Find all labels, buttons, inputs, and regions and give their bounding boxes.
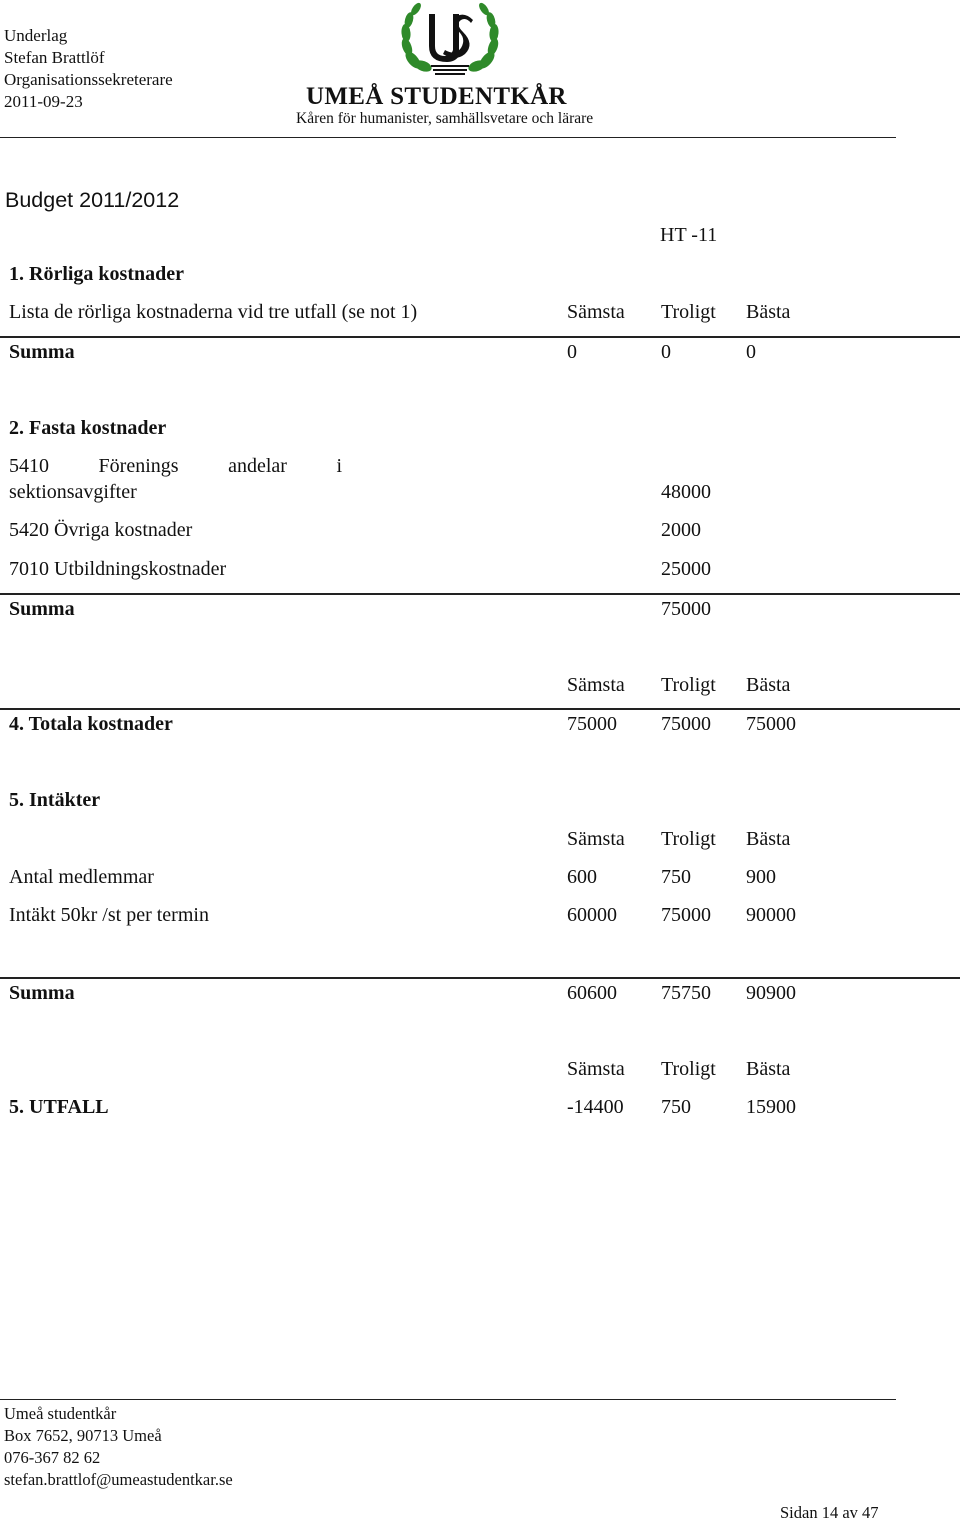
footer-email[interactable]: stefan.brattlof@umeastudentkar.se (4, 1470, 233, 1489)
org-name: UMEÅ STUDENTKÅR (306, 83, 567, 110)
footer-divider (0, 1399, 896, 1400)
variable-costs-sum-likely: 0 (661, 341, 671, 363)
income-sum-label: Summa (9, 982, 75, 1004)
income-row-worst: 60000 (567, 904, 617, 926)
income-row-likely: 75000 (661, 904, 711, 926)
outcome-best: 15900 (746, 1096, 796, 1118)
col-worst-header: Sämsta (567, 1058, 625, 1080)
income-row-best: 90000 (746, 904, 796, 926)
footer-address: Box 7652, 90713 Umeå (4, 1426, 162, 1445)
col-best-header: Bästa (746, 674, 791, 696)
fixed-cost-label-5420: 5420 Övriga kostnader (9, 519, 193, 541)
author-role: Organisationssekreterare (4, 70, 173, 89)
author-name: Stefan Brattlöf (4, 48, 105, 67)
col-worst-header: Sämsta (567, 301, 625, 323)
income-row-label: Intäkt 50kr /st per termin (9, 904, 209, 926)
col-worst-header: Sämsta (567, 674, 625, 696)
table-rule (0, 336, 960, 338)
fixed-cost-label-7010: 7010 Utbildningskostnader (9, 558, 227, 580)
fixed-cost-label-5410-cont: sektionsavgifter (9, 481, 137, 503)
page-number: Sidan 14 av 47 (780, 1503, 879, 1522)
header-divider (0, 137, 896, 138)
outcome-worst: -14400 (567, 1096, 624, 1118)
col-likely-header: Troligt (661, 674, 716, 696)
col-best-header: Bästa (746, 828, 791, 850)
income-heading: 5. Intäkter (9, 789, 101, 811)
income-sum-best: 90900 (746, 982, 796, 1004)
table-rule (0, 708, 960, 710)
variable-costs-sum-worst: 0 (567, 341, 577, 363)
income-row-worst: 600 (567, 866, 597, 888)
variable-costs-sum-label: Summa (9, 341, 75, 363)
col-likely-header: Troligt (661, 301, 716, 323)
fixed-costs-sum-label: Summa (9, 598, 75, 620)
footer-phone: 076-367 82 62 (4, 1448, 101, 1467)
col-likely-header: Troligt (661, 1058, 716, 1080)
col-best-header: Bästa (746, 1058, 791, 1080)
section-variable-costs-heading: 1. Rörliga kostnader (9, 263, 184, 285)
fixed-costs-sum-value: 75000 (661, 598, 711, 620)
total-costs-likely: 75000 (661, 713, 711, 735)
variable-costs-description: Lista de rörliga kostnaderna vid tre utfall (se not 1) (9, 301, 418, 323)
outcome-heading: 5. UTFALL (9, 1096, 109, 1118)
org-logo (395, 0, 505, 90)
doc-type: Underlag (4, 26, 68, 45)
fixed-cost-label-5410: 5410 Förenings andelar i (9, 455, 342, 477)
fixed-cost-value-5420: 2000 (661, 519, 701, 541)
document-date: 2011-09-23 (4, 92, 83, 111)
table-rule (0, 977, 960, 979)
col-likely-header: Troligt (661, 828, 716, 850)
total-costs-worst: 75000 (567, 713, 617, 735)
income-sum-likely: 75750 (661, 982, 711, 1004)
income-row-label: Antal medlemmar (9, 866, 154, 888)
table-rule (0, 593, 960, 595)
income-sum-worst: 60600 (567, 982, 617, 1004)
income-row-best: 900 (746, 866, 776, 888)
total-costs-heading: 4. Totala kostnader (9, 713, 173, 735)
fixed-cost-value-7010: 25000 (661, 558, 711, 580)
footer-org: Umeå studentkår (4, 1404, 117, 1423)
org-tagline: Kåren för humanister, samhällsvetare och lärare (296, 110, 594, 127)
col-best-header: Bästa (746, 301, 791, 323)
period-label: HT -11 (660, 224, 718, 246)
income-row-likely: 750 (661, 866, 691, 888)
variable-costs-sum-best: 0 (746, 341, 756, 363)
fixed-cost-value-5410: 48000 (661, 481, 711, 503)
total-costs-best: 75000 (746, 713, 796, 735)
budget-title: Budget 2011/2012 (5, 188, 180, 212)
section-fixed-costs-heading: 2. Fasta kostnader (9, 417, 167, 439)
col-worst-header: Sämsta (567, 828, 625, 850)
outcome-likely: 750 (661, 1096, 691, 1118)
